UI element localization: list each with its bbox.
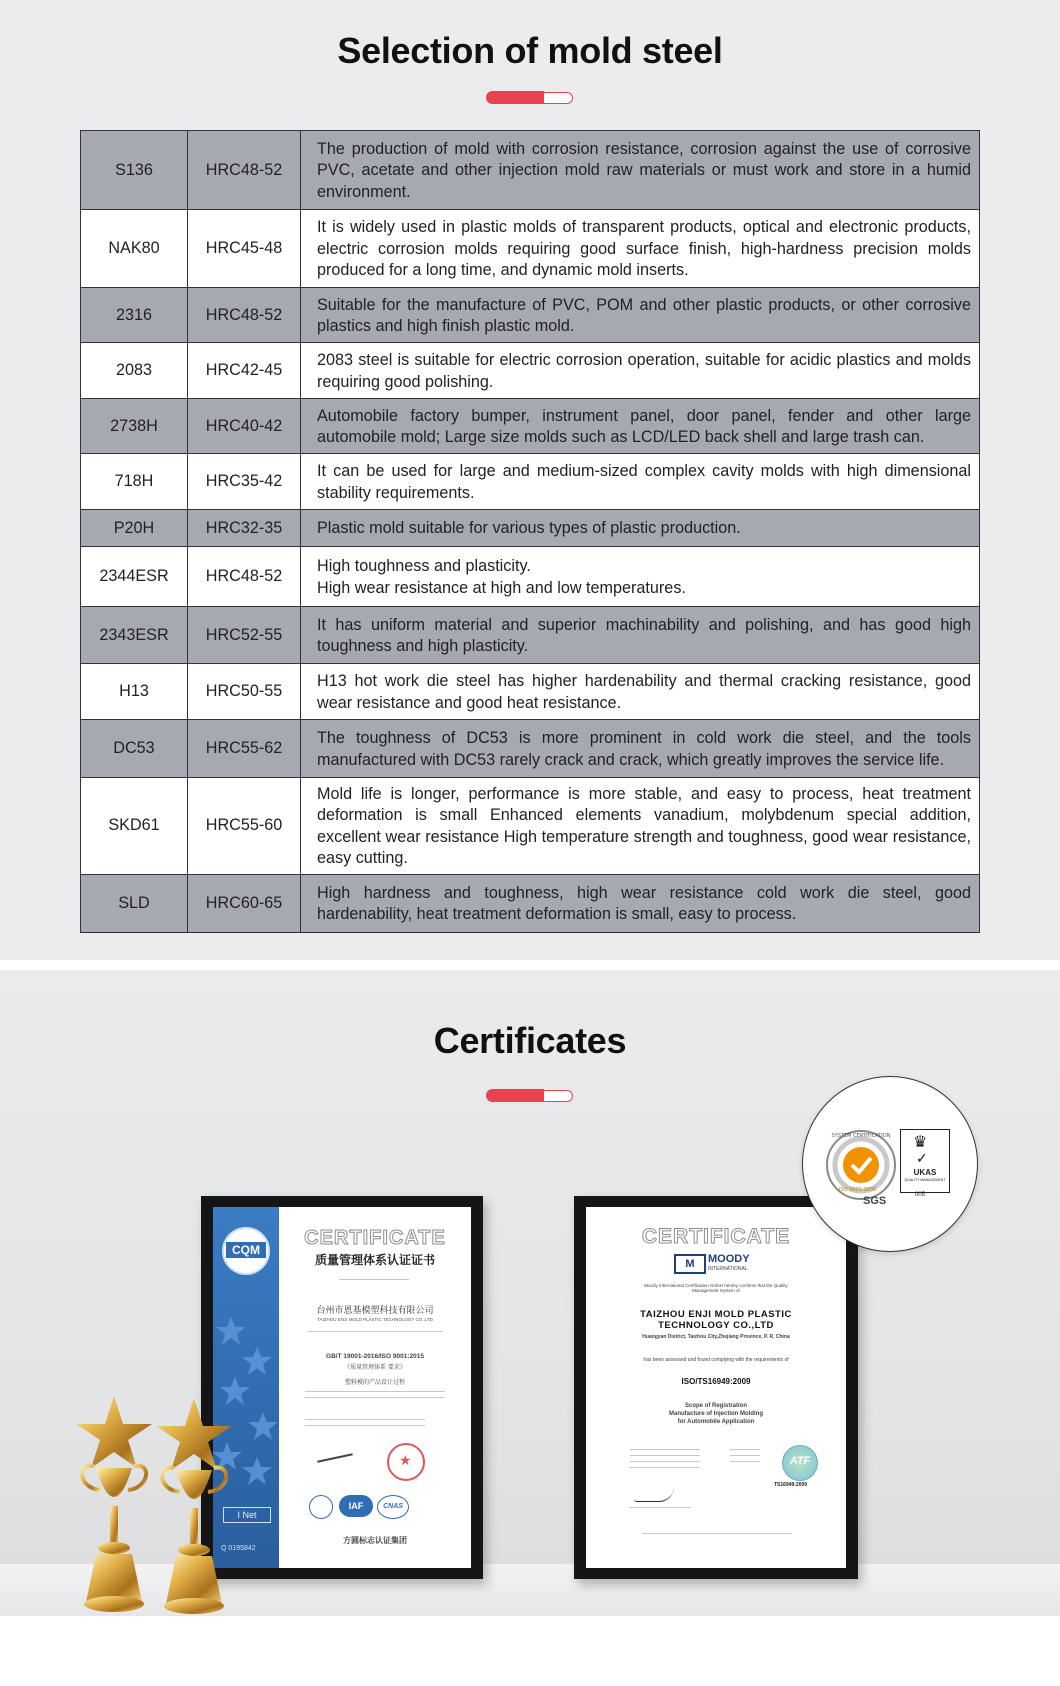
company-name-cn: 台州市恩基模塑科技有限公司 bbox=[316, 1305, 434, 1315]
description-cell: The production of mold with corrosion resistance, corrosion against the use of corrosive PVC, acetate and other injection mold raw materials or must work and store in a humid environment. bbox=[301, 131, 980, 210]
iaf-logo: IAF bbox=[339, 1495, 373, 1517]
cqm-logo-text: CQM bbox=[226, 1242, 266, 1258]
cert-heading: CERTIFICATE bbox=[641, 1225, 791, 1248]
description-cell bbox=[301, 547, 980, 607]
table-row bbox=[81, 131, 980, 210]
section-title: Selection of mold steel bbox=[337, 30, 723, 71]
section-title: Certificates bbox=[433, 1020, 627, 1061]
mold-steel-table bbox=[80, 130, 980, 933]
scope-line1: Scope of Registration bbox=[684, 1403, 747, 1409]
description-line: High toughness and plasticity. bbox=[317, 557, 531, 576]
steel-grade-cell: DC53 bbox=[81, 720, 188, 778]
hardness-cell: HRC48-52 bbox=[188, 547, 301, 607]
address: Huangyan District, Taizhou City,Zhejiang Province, P. R. China bbox=[642, 1334, 790, 1340]
steel-grade-cell: H13 bbox=[81, 664, 188, 720]
scope-line3: for Automobile Application bbox=[677, 1419, 755, 1425]
description-cell: Automobile factory bumper, instrument panel, door panel, fender and other large automobile mold; Large size molds such as LCD/LED back shell and large trash can. bbox=[301, 399, 980, 454]
table-row bbox=[81, 547, 980, 607]
steel-grade-cell: SLD bbox=[81, 874, 188, 932]
scope-line2: Manufacture of Injection Molding bbox=[669, 1411, 763, 1417]
trophy-right-icon bbox=[156, 1398, 232, 1614]
trophy-left-icon bbox=[76, 1396, 152, 1612]
cqm-body bbox=[279, 1207, 471, 1568]
company-line1: TAIZHOU ENJI MOLD PLASTIC bbox=[640, 1309, 792, 1320]
check-icon: ✓ bbox=[916, 1150, 928, 1166]
description-cell: H13 hot work die steel has higher hardenability and thermal cracking resistance, good wear resistance and good heat resistance. bbox=[301, 664, 980, 720]
sgs-label: SGS bbox=[863, 1195, 887, 1207]
atf-mark-icon bbox=[782, 1445, 818, 1481]
hardness-cell: HRC35-42 bbox=[188, 454, 301, 510]
hardness-cell: HRC55-60 bbox=[188, 778, 301, 875]
description-cell: 2083 steel is suitable for electric corrosion operation, suitable for acidic plastics and molds requiring good polishing. bbox=[301, 343, 980, 399]
certificates-section bbox=[0, 970, 1060, 1686]
ukas-mini-icon bbox=[309, 1495, 333, 1519]
hardness-cell: HRC52-55 bbox=[188, 607, 301, 664]
inet-label: I Net bbox=[223, 1507, 271, 1523]
company-name-en: TAIZHOU ENJI MOLD PLASTIC TECHNOLOGY CO.,LTD bbox=[317, 1317, 433, 1322]
hardness-cell: HRC45-48 bbox=[188, 210, 301, 288]
title-underline-pill bbox=[486, 1089, 574, 1102]
certification-badge bbox=[802, 1076, 978, 1252]
trophy-pair-icon bbox=[66, 1396, 246, 1622]
brand-sub: INTERNATIONAL bbox=[708, 1266, 748, 1272]
standard: GB/T 19001-2016/ISO 9001:2015 bbox=[326, 1353, 424, 1360]
steel-grade-cell: 2343ESR bbox=[81, 607, 188, 664]
cert-subtitle: 质量管理体系认证证书 bbox=[314, 1253, 435, 1267]
red-seal-icon: ★ bbox=[387, 1443, 425, 1481]
steel-grade-cell: 2344ESR bbox=[81, 547, 188, 607]
steel-grade-cell: 2083 bbox=[81, 343, 188, 399]
description-cell: It is widely used in plastic molds of transparent products, optical and electronic products, electric corrosion molds requiring good surface finish, high-hardness precision molds produced for a long time, and dynamic mold inserts. bbox=[301, 210, 980, 288]
standard-note: 《质量管理体系 要求》 bbox=[344, 1365, 406, 1371]
description-cell: The toughness of DC53 is more prominent in cold work die steel, and the tools manufactured with DC53 rarely crack and crack, which greatly improves the service life. bbox=[301, 720, 980, 778]
section-divider bbox=[0, 960, 1060, 970]
steel-grade-cell: NAK80 bbox=[81, 210, 188, 288]
description-cell: Plastic mold suitable for various types of plastic production. bbox=[301, 510, 980, 547]
crown-icon: ♛ bbox=[913, 1134, 928, 1151]
table-row bbox=[81, 874, 980, 932]
description-cell: Mold life is longer, performance is more stable, and easy to process, heat treatment deformation is small Enhanced elements vanadium, molybdenum special addition, excellent wear resistance High temperature strength and toughness, good wear resistance, easy cutting. bbox=[301, 778, 980, 875]
moody-logo-icon: M bbox=[674, 1254, 706, 1274]
hardness-cell: HRC32-35 bbox=[188, 510, 301, 547]
table-row bbox=[81, 778, 980, 875]
title-underline-pill bbox=[486, 91, 574, 104]
assessed-text: has been assessed and found complying with the requirements of bbox=[643, 1357, 789, 1363]
table-row bbox=[81, 664, 980, 720]
certificate-moody bbox=[586, 1207, 846, 1568]
sgs-iso-seal-icon bbox=[825, 1129, 897, 1201]
serial-number: Q 0195842 bbox=[221, 1545, 256, 1552]
atf-mark-text: ATF bbox=[789, 1455, 811, 1467]
steel-grade-cell: 2316 bbox=[81, 288, 188, 343]
description-line: High wear resistance at high and low temperatures. bbox=[317, 578, 686, 597]
description-cell: Suitable for the manufacture of PVC, POM and other plastic products, or other corrosive plastics and high finish plastic mold. bbox=[301, 288, 980, 343]
hardness-cell: HRC42-45 bbox=[188, 343, 301, 399]
description-cell: It has uniform material and superior machinability and polishing, and has good high toughness and high plasticity. bbox=[301, 607, 980, 664]
hardness-cell: HRC55-62 bbox=[188, 720, 301, 778]
steel-grade-cell: S136 bbox=[81, 131, 188, 210]
table-row bbox=[81, 607, 980, 664]
sgs-ring-text: SYSTEM CERTIFICATION bbox=[831, 1133, 891, 1139]
table-row bbox=[81, 343, 980, 399]
floor bbox=[0, 1616, 1060, 1686]
description-cell: High hardness and toughness, high wear resistance cold work die steel, good hardenability, heat treatment deformation is small, easy to process. bbox=[301, 874, 980, 932]
signature-icon bbox=[317, 1453, 353, 1462]
steel-grade-cell: SKD61 bbox=[81, 778, 188, 875]
scope: 塑料模的产品设计过程 bbox=[344, 1380, 405, 1386]
mark-caption: TS16949:2009 bbox=[774, 1482, 808, 1488]
certificate-frame-moody bbox=[574, 1196, 858, 1579]
hardness-cell: HRC60-65 bbox=[188, 874, 301, 932]
ukas-label: UKAS bbox=[913, 1168, 937, 1177]
ukas-sub: QUALITY MANAGEMENT bbox=[904, 1178, 946, 1182]
standard: ISO/TS16949:2009 bbox=[681, 1377, 751, 1386]
cnas-logo: CNAS bbox=[377, 1495, 409, 1519]
cqm-seal-icon bbox=[222, 1227, 270, 1275]
iso-ring-text: ISO 9001:2000 bbox=[839, 1187, 877, 1193]
certificate-cqm bbox=[213, 1207, 471, 1568]
intro-text: Moody International Certification GmbH hereby confirms that the Quality Management System of bbox=[644, 1283, 788, 1293]
table-row bbox=[81, 720, 980, 778]
table-row bbox=[81, 288, 980, 343]
ukas-number: 005 bbox=[915, 1192, 926, 1198]
ukas-logo bbox=[900, 1129, 950, 1193]
cert-heading: CERTIFICATE bbox=[304, 1227, 446, 1249]
hardness-cell: HRC48-52 bbox=[188, 288, 301, 343]
steel-grade-cell: 718H bbox=[81, 454, 188, 510]
table-row bbox=[81, 510, 980, 547]
table-row bbox=[81, 399, 980, 454]
hardness-cell: HRC40-42 bbox=[188, 399, 301, 454]
footer-issuer: 方圆标志认证集团 bbox=[343, 1536, 407, 1545]
table-row bbox=[81, 210, 980, 288]
description-cell: It can be used for large and medium-sized complex cavity molds with high dimensional stability requirements. bbox=[301, 454, 980, 510]
company-line2: TECHNOLOGY CO.,LTD bbox=[658, 1320, 774, 1331]
steel-grade-cell: P20H bbox=[81, 510, 188, 547]
table-row bbox=[81, 454, 980, 510]
hardness-cell: HRC48-52 bbox=[188, 131, 301, 210]
steel-grade-cell: 2738H bbox=[81, 399, 188, 454]
hardness-cell: HRC50-55 bbox=[188, 664, 301, 720]
brand: MOODY bbox=[708, 1253, 750, 1265]
signature-icon bbox=[634, 1487, 674, 1502]
